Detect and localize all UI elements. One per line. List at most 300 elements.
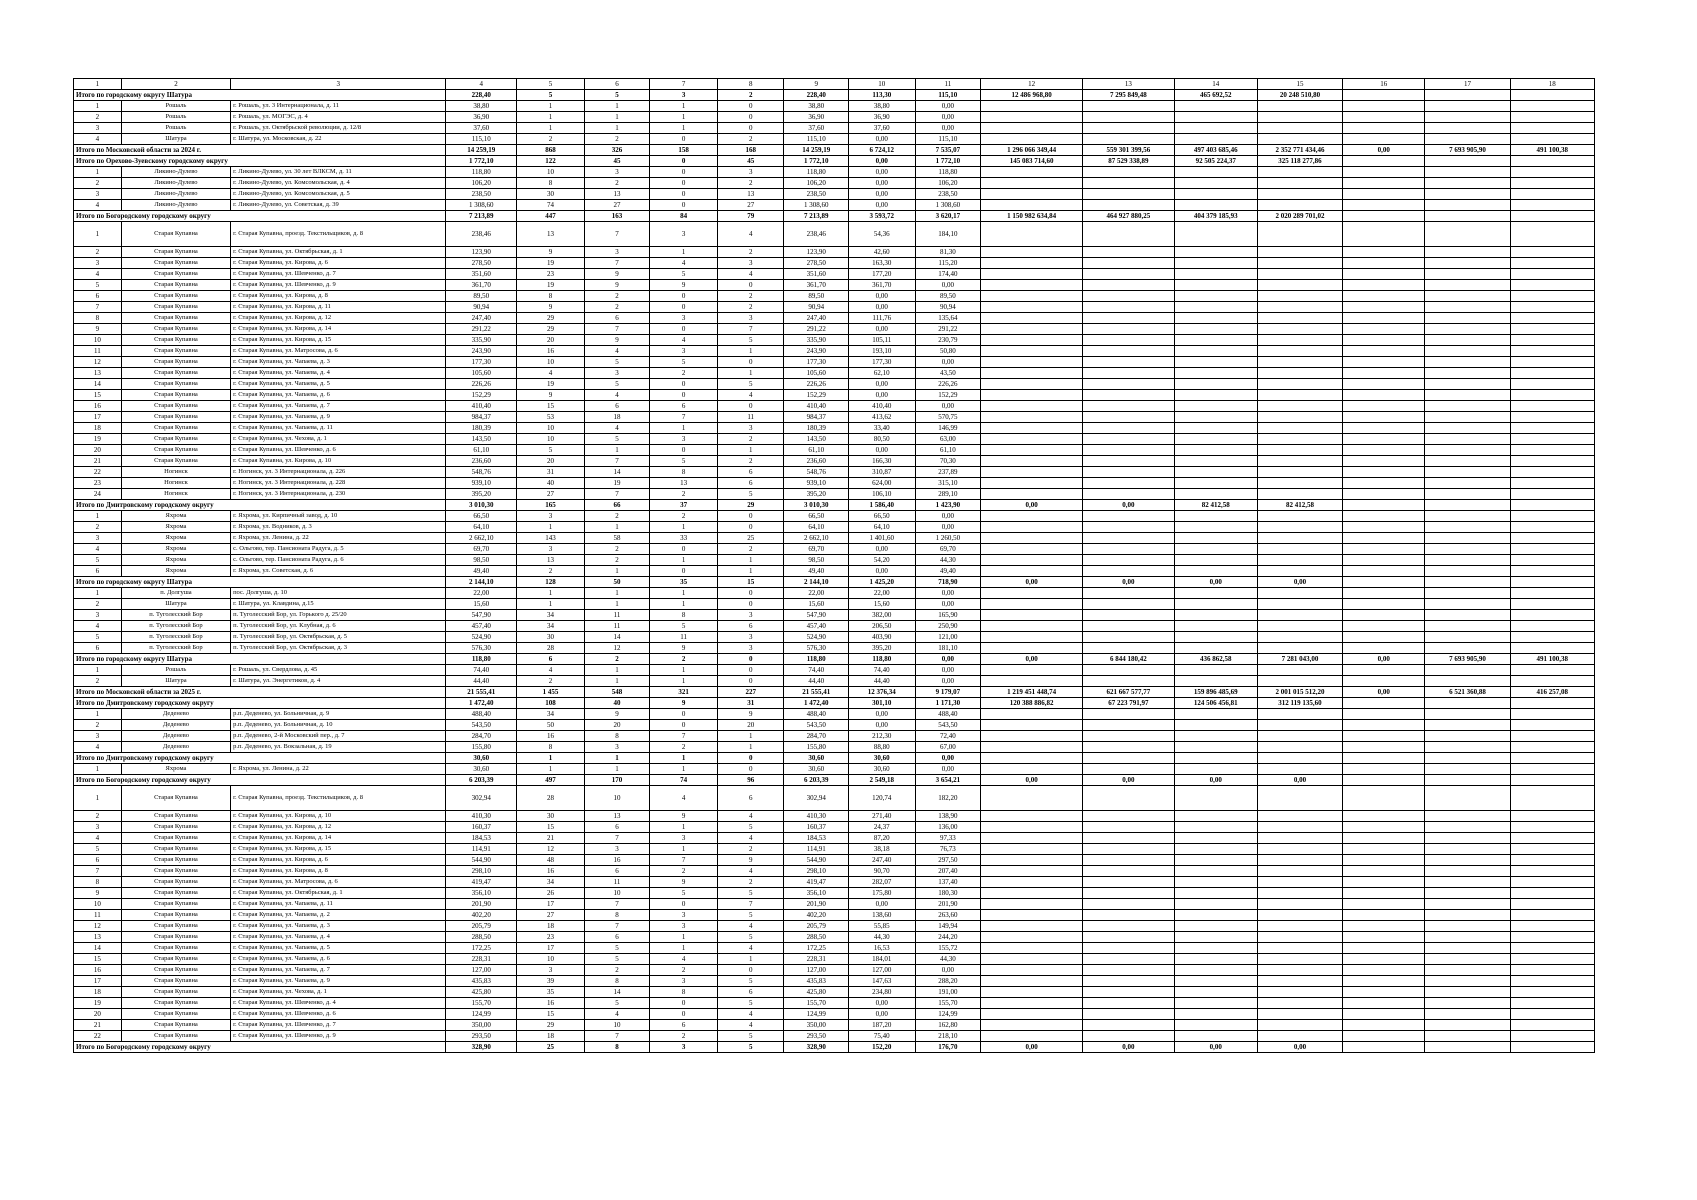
value-cell: 105,60	[784, 368, 849, 379]
value-cell: 297,50	[915, 855, 981, 866]
empty-cell	[1425, 445, 1510, 456]
empty-cell	[1174, 899, 1257, 910]
total-value-cell: 2 352 771 434,46	[1257, 145, 1342, 156]
row-number: 12	[74, 921, 122, 932]
address-cell: г. Шатура, ул. Московская, д. 22	[231, 134, 446, 145]
total-value-cell: 228,40	[784, 90, 849, 101]
value-cell: 547,90	[784, 610, 849, 621]
value-cell: 2	[650, 489, 718, 500]
total-value-cell: 7 693 905,90	[1425, 654, 1510, 665]
total-value-cell	[1343, 211, 1425, 222]
empty-cell	[1343, 123, 1425, 134]
value-cell: 155,80	[784, 742, 849, 753]
value-cell: 291,22	[784, 324, 849, 335]
value-cell: 6	[717, 987, 784, 998]
row-number: 9	[74, 324, 122, 335]
value-cell: 298,10	[446, 866, 517, 877]
total-label: Итого по Дмитровскому городскому округу	[74, 698, 446, 709]
table-row	[74, 866, 1595, 877]
locality-cell: Шатура	[121, 599, 230, 610]
total-value-cell: 45	[717, 156, 784, 167]
empty-cell	[1083, 112, 1175, 123]
value-cell: 4	[584, 423, 650, 434]
value-cell: 238,50	[915, 189, 981, 200]
value-cell: 74,40	[848, 665, 915, 676]
empty-cell	[1343, 544, 1425, 555]
total-value-cell: 1	[517, 753, 585, 764]
empty-cell	[1174, 954, 1257, 965]
empty-cell	[981, 291, 1083, 302]
value-cell: 1	[717, 954, 784, 965]
value-cell: 201,90	[784, 899, 849, 910]
empty-cell	[1174, 401, 1257, 412]
value-cell: 2	[584, 178, 650, 189]
address-cell: р.п. Деденево, 2-й Московский пер., д. 7	[231, 731, 446, 742]
value-cell: 193,10	[848, 346, 915, 357]
locality-cell: Старая Купавна	[121, 313, 230, 324]
empty-cell	[1257, 200, 1342, 211]
locality-cell: Старая Купавна	[121, 888, 230, 899]
empty-cell	[1083, 965, 1175, 976]
value-cell: 335,90	[784, 335, 849, 346]
total-value-cell: 14 259,19	[784, 145, 849, 156]
empty-cell	[1174, 665, 1257, 676]
value-cell: 115,10	[446, 134, 517, 145]
empty-cell	[1174, 167, 1257, 178]
value-cell: 15,60	[446, 599, 517, 610]
row-number: 19	[74, 998, 122, 1009]
value-cell: 7	[584, 222, 650, 247]
value-cell: 28	[517, 786, 585, 811]
locality-cell: Старая Купавна	[121, 921, 230, 932]
empty-cell	[1510, 123, 1594, 134]
value-cell: 7	[584, 833, 650, 844]
empty-cell	[1343, 1031, 1425, 1042]
value-cell: 172,25	[446, 943, 517, 954]
locality-cell: Деденево	[121, 731, 230, 742]
empty-cell	[1343, 709, 1425, 720]
value-cell: 212,30	[848, 731, 915, 742]
value-cell: 2	[717, 844, 784, 855]
value-cell: 435,83	[446, 976, 517, 987]
empty-cell	[1510, 390, 1594, 401]
empty-cell	[1174, 720, 1257, 731]
empty-cell	[1343, 1020, 1425, 1031]
value-cell: 243,90	[784, 346, 849, 357]
empty-cell	[981, 489, 1083, 500]
value-cell: 177,30	[784, 357, 849, 368]
empty-cell	[1510, 844, 1594, 855]
value-cell: 1	[650, 112, 718, 123]
row-number: 2	[74, 599, 122, 610]
value-cell: 1	[717, 346, 784, 357]
empty-cell	[1510, 998, 1594, 1009]
empty-cell	[1257, 112, 1342, 123]
value-cell: 138,60	[848, 910, 915, 921]
address-cell: г. Старая Купавна, ул. Матросова, д. 6	[231, 877, 446, 888]
empty-cell	[981, 621, 1083, 632]
address-cell: п. Туголесский Бор, ул. Октябрьская, д. 3	[231, 643, 446, 654]
total-value-cell: 31	[717, 698, 784, 709]
value-cell: 4	[717, 943, 784, 954]
total-value-cell: 0,00	[981, 577, 1083, 588]
value-cell: 54,20	[848, 555, 915, 566]
value-cell: 3	[650, 976, 718, 987]
empty-cell	[1425, 786, 1510, 811]
table-row	[74, 599, 1595, 610]
value-cell: 7	[584, 456, 650, 467]
value-cell: 20	[517, 335, 585, 346]
total-value-cell: 1 772,10	[446, 156, 517, 167]
table-row	[74, 423, 1595, 434]
value-cell: 1	[650, 676, 718, 687]
value-cell: 16	[517, 998, 585, 1009]
total-value-cell: 1 586,40	[848, 500, 915, 511]
empty-cell	[1174, 676, 1257, 687]
empty-cell	[1510, 368, 1594, 379]
total-row	[74, 577, 1595, 588]
locality-cell: Рошаль	[121, 123, 230, 134]
value-cell: 90,70	[848, 866, 915, 877]
total-value-cell: 1 472,40	[784, 698, 849, 709]
value-cell: 5	[584, 357, 650, 368]
total-value-cell: 15	[717, 577, 784, 588]
value-cell: 106,10	[848, 489, 915, 500]
empty-cell	[1257, 588, 1342, 599]
value-cell: 0,00	[848, 200, 915, 211]
value-cell: 106,20	[446, 178, 517, 189]
value-cell: 0,00	[915, 112, 981, 123]
total-value-cell: 0,00	[1174, 577, 1257, 588]
value-cell: 9	[584, 280, 650, 291]
empty-cell	[1174, 998, 1257, 1009]
empty-cell	[1083, 434, 1175, 445]
value-cell: 11	[717, 412, 784, 423]
total-value-cell: 1	[650, 753, 718, 764]
total-row	[74, 90, 1595, 101]
total-value-cell: 0,00	[848, 156, 915, 167]
value-cell: 247,40	[848, 855, 915, 866]
value-cell: 2	[517, 566, 585, 577]
value-cell: 8	[650, 610, 718, 621]
address-cell: г. Старая Купавна, ул. Кирова, д. 12	[231, 313, 446, 324]
value-cell: 38,80	[848, 101, 915, 112]
empty-cell	[1343, 866, 1425, 877]
value-cell: 939,10	[446, 478, 517, 489]
value-cell: 13	[517, 555, 585, 566]
empty-cell	[1510, 544, 1594, 555]
empty-cell	[1425, 599, 1510, 610]
value-cell: 624,00	[848, 478, 915, 489]
total-value-cell: 1 772,10	[784, 156, 849, 167]
empty-cell	[1257, 357, 1342, 368]
empty-cell	[1510, 324, 1594, 335]
table-row	[74, 489, 1595, 500]
value-cell: 143,50	[784, 434, 849, 445]
value-cell: 5	[717, 335, 784, 346]
value-cell: 89,50	[446, 291, 517, 302]
total-value-cell: 6 844 180,42	[1083, 654, 1175, 665]
total-value-cell: 7 535,07	[915, 145, 981, 156]
header-cell: 17	[1425, 79, 1510, 90]
empty-cell	[1510, 401, 1594, 412]
total-value-cell: 1 296 066 349,44	[981, 145, 1083, 156]
empty-cell	[1425, 998, 1510, 1009]
value-cell: 4	[717, 390, 784, 401]
empty-cell	[981, 258, 1083, 269]
locality-cell: п. Туголесский Бор	[121, 632, 230, 643]
empty-cell	[1257, 822, 1342, 833]
row-number: 22	[74, 467, 122, 478]
value-cell: 14	[584, 632, 650, 643]
table-row	[74, 134, 1595, 145]
value-cell: 3	[650, 346, 718, 357]
total-value-cell: 0,00	[1083, 775, 1175, 786]
total-value-cell: 0	[650, 156, 718, 167]
value-cell: 38,18	[848, 844, 915, 855]
empty-cell	[1343, 423, 1425, 434]
empty-cell	[1425, 643, 1510, 654]
locality-cell: Шатура	[121, 676, 230, 687]
table-row	[74, 877, 1595, 888]
address-cell: г. Старая Купавна, ул. Чапаева, д. 6	[231, 954, 446, 965]
empty-cell	[1425, 632, 1510, 643]
value-cell: 6	[650, 1020, 718, 1031]
value-cell: 23	[517, 269, 585, 280]
value-cell: 361,70	[784, 280, 849, 291]
value-cell: 1	[584, 764, 650, 775]
empty-cell	[1174, 844, 1257, 855]
value-cell: 66,50	[446, 511, 517, 522]
address-cell: г. Ликино-Дулево, ул. Комсомольская, д. 5	[231, 189, 446, 200]
empty-cell	[981, 379, 1083, 390]
total-value-cell: 0,00	[1257, 775, 1342, 786]
value-cell: 7	[584, 921, 650, 932]
header-cell: 18	[1510, 79, 1594, 90]
empty-cell	[1343, 280, 1425, 291]
value-cell: 66,50	[848, 511, 915, 522]
value-cell: 3	[584, 368, 650, 379]
empty-cell	[1510, 247, 1594, 258]
value-cell: 5	[717, 976, 784, 987]
empty-cell	[1174, 731, 1257, 742]
locality-cell: Рошаль	[121, 112, 230, 123]
row-number: 17	[74, 976, 122, 987]
empty-cell	[981, 877, 1083, 888]
row-number: 3	[74, 822, 122, 833]
value-cell: 29	[517, 1020, 585, 1031]
empty-cell	[1083, 910, 1175, 921]
table-row	[74, 987, 1595, 998]
total-value-cell	[1425, 753, 1510, 764]
empty-cell	[1510, 445, 1594, 456]
value-cell: 8	[584, 731, 650, 742]
total-value-cell	[1343, 90, 1425, 101]
empty-cell	[1083, 390, 1175, 401]
value-cell: 1	[517, 522, 585, 533]
value-cell: 9	[717, 709, 784, 720]
value-cell: 0	[717, 401, 784, 412]
empty-cell	[1083, 467, 1175, 478]
value-cell: 12	[584, 643, 650, 654]
empty-cell	[1083, 544, 1175, 555]
value-cell: 155,80	[446, 742, 517, 753]
value-cell: 3	[584, 742, 650, 753]
value-cell: 0,00	[848, 566, 915, 577]
value-cell: 13	[517, 222, 585, 247]
empty-cell	[1425, 456, 1510, 467]
empty-cell	[1174, 555, 1257, 566]
locality-cell: Ликино-Дулево	[121, 178, 230, 189]
row-number: 2	[74, 720, 122, 731]
value-cell: 172,25	[784, 943, 849, 954]
total-value-cell	[1510, 698, 1594, 709]
value-cell: 0	[650, 566, 718, 577]
empty-cell	[1174, 346, 1257, 357]
table-row	[74, 943, 1595, 954]
value-cell: 419,47	[784, 877, 849, 888]
empty-cell	[1174, 855, 1257, 866]
value-cell: 4	[584, 346, 650, 357]
value-cell: 237,89	[915, 467, 981, 478]
empty-cell	[1343, 632, 1425, 643]
locality-cell: Старая Купавна	[121, 976, 230, 987]
address-cell: г. Старая Купавна, ул. Кирова, д. 6	[231, 258, 446, 269]
table-row	[74, 313, 1595, 324]
table-row	[74, 786, 1595, 811]
value-cell: 180,30	[915, 888, 981, 899]
empty-cell	[1174, 643, 1257, 654]
address-cell: г. Рошаль, ул. МОГЭС, д. 4	[231, 112, 446, 123]
empty-cell	[1510, 855, 1594, 866]
value-cell: 98,50	[446, 555, 517, 566]
value-cell: 27	[584, 200, 650, 211]
empty-cell	[1257, 401, 1342, 412]
value-cell: 9	[584, 335, 650, 346]
empty-cell	[1425, 544, 1510, 555]
value-cell: 247,40	[446, 313, 517, 324]
address-cell: г. Старая Купавна, ул. Кирова, д. 12	[231, 822, 446, 833]
locality-cell: Старая Купавна	[121, 346, 230, 357]
value-cell: 0,00	[915, 123, 981, 134]
empty-cell	[1174, 258, 1257, 269]
empty-cell	[1174, 987, 1257, 998]
total-value-cell: 325 118 277,86	[1257, 156, 1342, 167]
table-row	[74, 357, 1595, 368]
empty-cell	[1425, 764, 1510, 775]
empty-cell	[1257, 786, 1342, 811]
empty-cell	[1425, 522, 1510, 533]
total-row	[74, 775, 1595, 786]
value-cell: 165,90	[915, 610, 981, 621]
row-number: 15	[74, 954, 122, 965]
empty-cell	[1510, 943, 1594, 954]
row-number: 10	[74, 335, 122, 346]
empty-cell	[1425, 178, 1510, 189]
total-value-cell: 718,90	[915, 577, 981, 588]
empty-cell	[1174, 390, 1257, 401]
empty-cell	[981, 855, 1083, 866]
empty-cell	[981, 533, 1083, 544]
locality-cell: Деденево	[121, 709, 230, 720]
locality-cell: Старая Купавна	[121, 269, 230, 280]
value-cell: 410,30	[784, 811, 849, 822]
row-number: 1	[74, 665, 122, 676]
empty-cell	[1425, 434, 1510, 445]
value-cell: 61,10	[446, 445, 517, 456]
empty-cell	[1343, 200, 1425, 211]
value-cell: 44,30	[848, 932, 915, 943]
value-cell: 9	[650, 280, 718, 291]
table-row	[74, 478, 1595, 489]
table-row	[74, 709, 1595, 720]
value-cell: 75,40	[848, 1031, 915, 1042]
empty-cell	[1083, 731, 1175, 742]
empty-cell	[1257, 222, 1342, 247]
empty-cell	[1174, 599, 1257, 610]
value-cell: 403,90	[848, 632, 915, 643]
empty-cell	[1510, 566, 1594, 577]
value-cell: 1	[517, 123, 585, 134]
empty-cell	[1425, 610, 1510, 621]
empty-cell	[981, 101, 1083, 112]
value-cell: 548,76	[446, 467, 517, 478]
empty-cell	[981, 423, 1083, 434]
value-cell: 6	[584, 401, 650, 412]
value-cell: 143	[517, 533, 585, 544]
total-value-cell	[1425, 500, 1510, 511]
value-cell: 5	[517, 445, 585, 456]
address-cell: г. Яхрома, ул. Ленина, д. 22	[231, 533, 446, 544]
table-row	[74, 178, 1595, 189]
value-cell: 0,00	[848, 709, 915, 720]
value-cell: 3	[717, 167, 784, 178]
empty-cell	[1257, 731, 1342, 742]
value-cell: 5	[584, 379, 650, 390]
total-value-cell: 7 295 849,48	[1083, 90, 1175, 101]
empty-cell	[1257, 302, 1342, 313]
address-cell: г. Ликино-Дулево, ул. Советская, д. 39	[231, 200, 446, 211]
value-cell: 34	[517, 709, 585, 720]
empty-cell	[981, 921, 1083, 932]
address-cell: г. Ногинск, ул. 3 Интернационала, д. 230	[231, 489, 446, 500]
value-cell: 69,70	[784, 544, 849, 555]
value-cell: 177,20	[848, 269, 915, 280]
table-row	[74, 269, 1595, 280]
empty-cell	[1257, 742, 1342, 753]
value-cell: 6	[584, 932, 650, 943]
total-value-cell: 447	[517, 211, 585, 222]
empty-cell	[1343, 189, 1425, 200]
locality-cell: Старая Купавна	[121, 954, 230, 965]
total-value-cell	[1343, 1042, 1425, 1053]
locality-cell: Старая Купавна	[121, 910, 230, 921]
empty-cell	[1257, 943, 1342, 954]
row-number: 6	[74, 855, 122, 866]
empty-cell	[1510, 423, 1594, 434]
empty-cell	[1257, 954, 1342, 965]
empty-cell	[1083, 134, 1175, 145]
value-cell: 236,60	[784, 456, 849, 467]
empty-cell	[981, 976, 1083, 987]
total-value-cell: 5	[584, 90, 650, 101]
total-value-cell: 0,00	[1083, 577, 1175, 588]
address-cell: г. Шатура, ул. Энергетиков, д. 4	[231, 676, 446, 687]
locality-cell: Старая Купавна	[121, 423, 230, 434]
empty-cell	[1257, 368, 1342, 379]
row-number: 20	[74, 1009, 122, 1020]
value-cell: 0,00	[848, 544, 915, 555]
